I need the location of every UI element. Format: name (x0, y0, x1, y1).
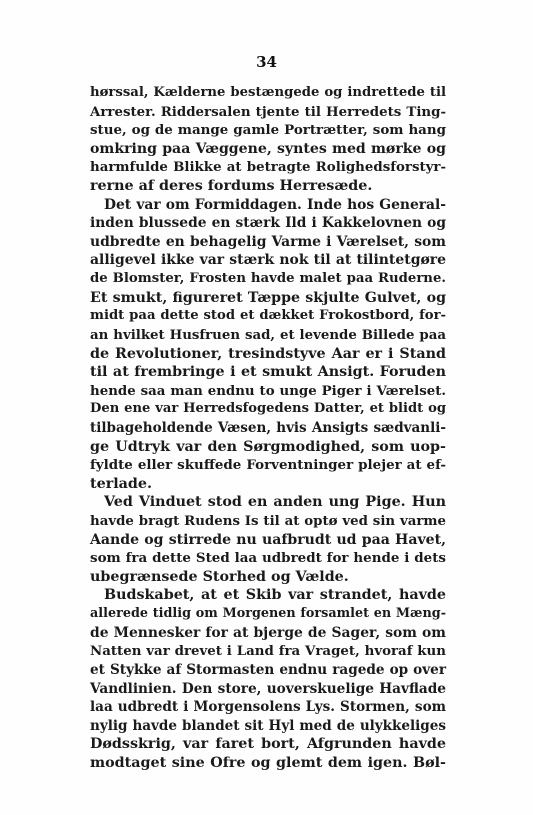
text-line: tilbageholdende Væsen, hvis Ansigts sædvanli- (90, 419, 446, 436)
text-line: de Revolutioner, tresindstyve Aar er i Stand (90, 345, 446, 362)
text-line: allerede tidlig om Morgenen forsamlet en Mæng- (90, 606, 446, 622)
text-line: alligevel ikke var stærk nok til at tilintetgøre (90, 252, 446, 269)
text-line: Den ene var Herredsfogedens Datter, et blidt og (90, 401, 446, 417)
text-line: harmfulde Blikke at betragte Rolighedsforstyr- (90, 159, 446, 176)
text-line: et Stykke af Stormasten endnu ragede op over (90, 661, 446, 678)
text-line: Arrester. Riddersalen tjente til Herredets Ting- (90, 103, 446, 120)
text-line: Det var om Formiddagen. Inde hos General- (104, 196, 446, 213)
body-text (90, 84, 446, 773)
text-line: som fra dette Sted laa udbredt for hende i dets (90, 550, 446, 567)
text-line: nylig havde blandet sit Hyl med de ulykkeliges (90, 717, 446, 734)
text-line: Aande og stirrede nu uafbrudt ud paa Havet, (90, 531, 446, 548)
text-line: omkring paa Væggene, syntes med mørke og (90, 140, 446, 157)
text-line: til at frembringe i et smukt Ansigt. Foruden (90, 364, 446, 381)
text-line: fyldte eller skuffede Forventninger plejer at ef- (90, 457, 446, 474)
text-line: inden blussede en stærk Ild i Kakkelovnen og (90, 215, 446, 232)
text-line: stue, og de mange gamle Portrætter, som hang (90, 122, 446, 139)
text-line: Budskabet, at et Skib var strandet, havde (104, 587, 446, 604)
text-line: modtaget sine Ofre og glemt dem igen. Bøl- (90, 754, 446, 771)
text-line: Ved Vinduet stod en anden ung Pige. Hun (104, 494, 446, 511)
text-line: havde bragt Rudens Is til at optø ved sin varme (90, 513, 446, 530)
text-line: hende saa man endnu to unge Piger i Værelset. (90, 382, 446, 399)
text-line: udbredte en behagelig Varme i Værelset, som (90, 233, 446, 250)
text-line: de Mennesker for at bjerge de Sager, som om (90, 624, 446, 641)
text-line: hørssal, Kælderne bestængede og indrettede til (90, 85, 446, 100)
text-line: Et smukt, figureret Tæppe skjulte Gulvet, og (90, 289, 446, 306)
page-number: 34 (256, 53, 277, 71)
text-line: an hvilket Husfruen sad, et levende Billede paa (90, 326, 446, 343)
text-line: midt paa dette stod et dækket Frokostbord, for- (90, 308, 446, 324)
text-line: Vandlinien. Den store, uoverskuelige Havflade (90, 680, 446, 697)
text-line: Natten var drevet i Land fra Vraget, hvoraf kun (90, 643, 446, 660)
text-line: terlade. (90, 475, 152, 492)
text-line: Dødsskrig, var faret bort, Afgrunden havde (90, 736, 446, 753)
text-line: ubegrænsede Storhed og Vælde. (90, 568, 349, 585)
text-line: rerne af deres fordums Herresæde. (90, 178, 373, 195)
text-line: ge Udtryk var den Sørgmodighed, som uop- (90, 438, 446, 455)
text-line: laa udbredt i Morgensolens Lys. Stormen, som (90, 699, 446, 716)
text-line: de Blomster, Frosten havde malet paa Ruderne. (90, 271, 446, 287)
